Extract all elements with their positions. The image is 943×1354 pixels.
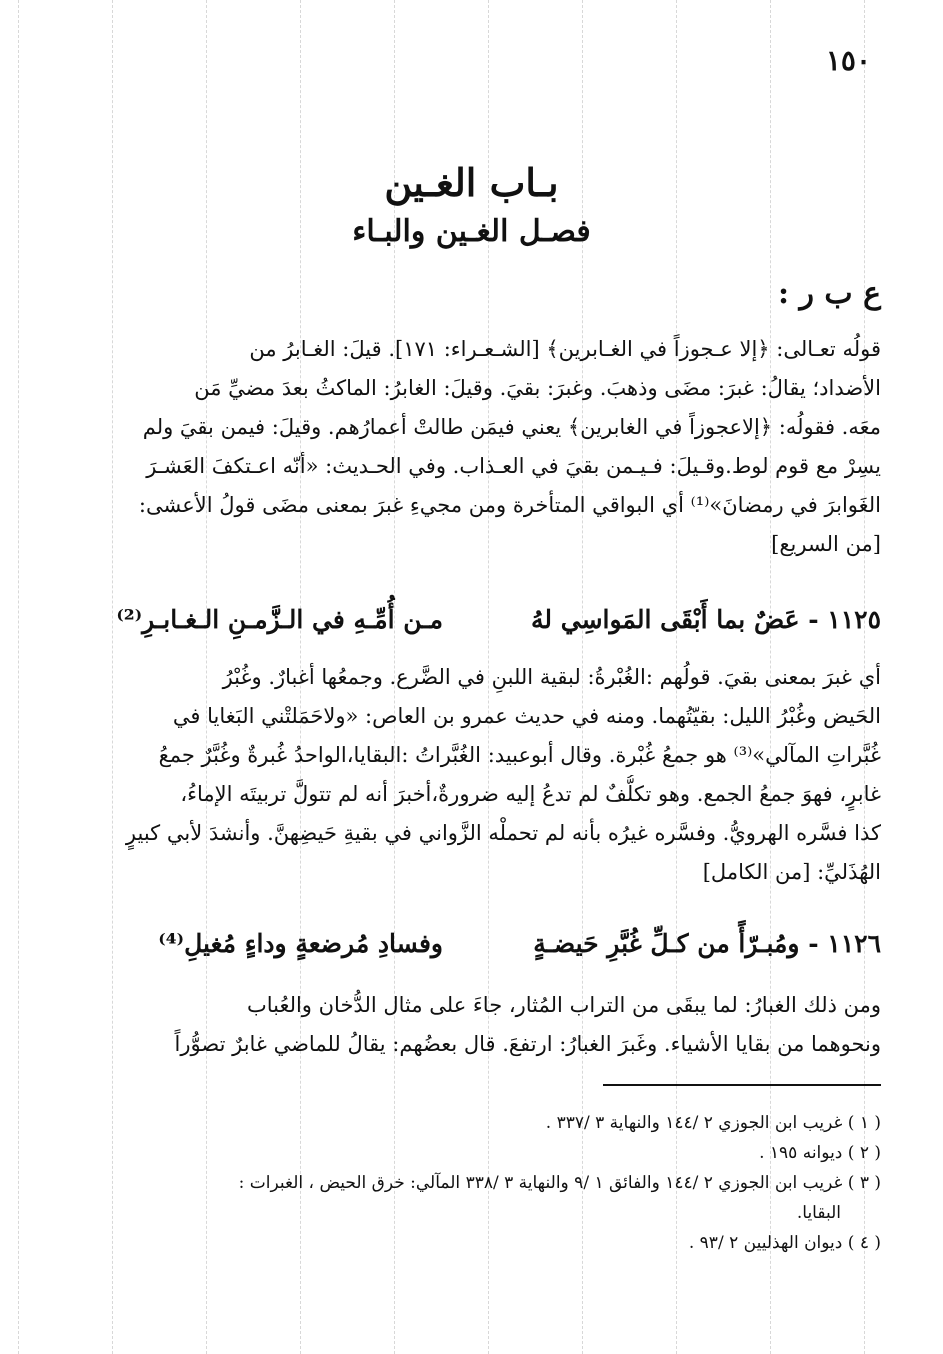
text-line: الأضداد؛ يقالُ: غبرَ: مضَى وذهبَ. وغبرَ: بقيَ. وقيلَ: الغابرُ: الماكثُ بعدَ مضيِّ مَن [194, 376, 881, 400]
text-line: غُبَّراتِ المآلي»⁽³⁾ هو جمعُ غُبْرة. وقال أبوعبيد: الغُبَّراتُ :البقايا،الواحدُ غُبرةٌ وغُبَّرٌ جمعُ [158, 743, 881, 767]
verse-second-hemistich: مـن أُمِّـهِ في الـزَّمـنِ الـغـابـرِ⁽²⁾ [116, 605, 443, 634]
text-line: الغَوابرَ في رمضانَ»⁽¹⁾ أي البواقي المتأخرة ومن مجيءِ غبرَ بمعنى مضَى قولُ الأعشى: [138, 493, 881, 517]
verse-1125 [73, 605, 881, 649]
text-line: يسِرْ مع قوم لوط.وقـيلَ: فـيـمن بقيَ في العـذاب. وفي الحـديث: «أنّه اعـتكفَ العَشـرَ [146, 454, 881, 478]
text-line: غابرٍ، فهوَ جمعُ الجمع. وهو تكلُّفٌ لم تدعُ إليه ضرورةٌ،أخبرَ أنه لم تتولَّ تربيتَه الإماءُ، [180, 782, 881, 806]
footnote-divider [603, 1084, 881, 1086]
footnote-1: ( ١ ) غريب ابن الجوزي ٢ /١٤٤ والنهاية ٣ /٣٣٧ . [545, 1113, 881, 1133]
chapter-title: بـاب الغـين [384, 160, 559, 205]
text-line: كذا فسَّره الهرويُّ. وفسَّره غيرُه بأنه لم تحملْه الزَّواني في بقيةِ حَيضِهنَّ. وأنشدَ لأبي كبيرٍ [125, 821, 881, 845]
footnotes [73, 1108, 881, 1258]
text-line: [من السريع] [771, 532, 881, 556]
text-line: أي غبرَ بمعنى بقيَ. قولُهم :الغُبْرةُ: لبقية اللبنِ في الضَّرع. وجمعُها أغبارٌ. وغُبْرُ [222, 665, 881, 689]
paragraph-1 [73, 330, 881, 564]
root-heading: ع ب ر : [777, 276, 881, 311]
footnote-4: ( ٤ ) ديوان الهذليين ٢ /٩٣ . [688, 1233, 881, 1253]
verse-first-hemistich: ١١٢٦ - ومُبـرّأً من كـلِّ غُبَّرِ حَيضـةٍ [533, 929, 881, 958]
footnote-3-continuation: البقايا. [796, 1203, 841, 1223]
text-line: معَه. فقولُه: ﴿إلاعجوزاً في الغابرين﴾ يعني فيمَن طالتْ أعمارُهم. وقيلَ: فيمن بقيَ ولم [142, 415, 881, 439]
text-line: ومن ذلك الغبارُ: لما يبقَى من التراب المُثار، جاءَ على مثال الدُّخان والعُباب [246, 993, 881, 1017]
footnote-3: ( ٣ ) غريب ابن الجوزي ٢ /١٤٤ والفائق ١ /٩ والنهاية ٣ /٣٣٨ المآلي: خرق الحيض ، الغبرات : [238, 1173, 881, 1193]
text-line: الهُذَليِّ: [من الكامل] [702, 860, 881, 884]
paragraph-2 [73, 658, 881, 892]
section-title: فصـل الغـين والبـاء [352, 214, 591, 249]
paragraph-3 [73, 986, 881, 1064]
verse-second-hemistich: وفسادِ مُرضعةٍ وداءٍ مُغيلِ⁽⁴⁾ [158, 929, 443, 958]
text-line: الحَيض وغُبْرُ الليل: بقيّتُهما. ومنه في حديث عمرو بن العاص: «ولاحَمَلتْني البَغايا في [172, 704, 881, 728]
page-number: ١٥٠ [825, 44, 871, 77]
verse-first-hemistich: ١١٢٥ - عَضٌ بما أَبْقَى المَواسِي لهُ [531, 605, 881, 634]
text-line: ونحوهما من بقايا الأشياء. وغَبرَ الغبارُ: ارتفعَ. قال بعضُهم: يقالُ للماضي غابرٌ تصوُّراً [174, 1032, 881, 1056]
footnote-2: ( ٢ ) ديوانه ١٩٥ . [759, 1143, 881, 1163]
verse-1126 [73, 929, 881, 973]
text-line: قولُه تعـالى: ﴿إلا عـجوزاً في الغـابرين﴾ [الشـعـراء: ١٧١]. قيلَ: الغـابرُ من [249, 337, 881, 361]
